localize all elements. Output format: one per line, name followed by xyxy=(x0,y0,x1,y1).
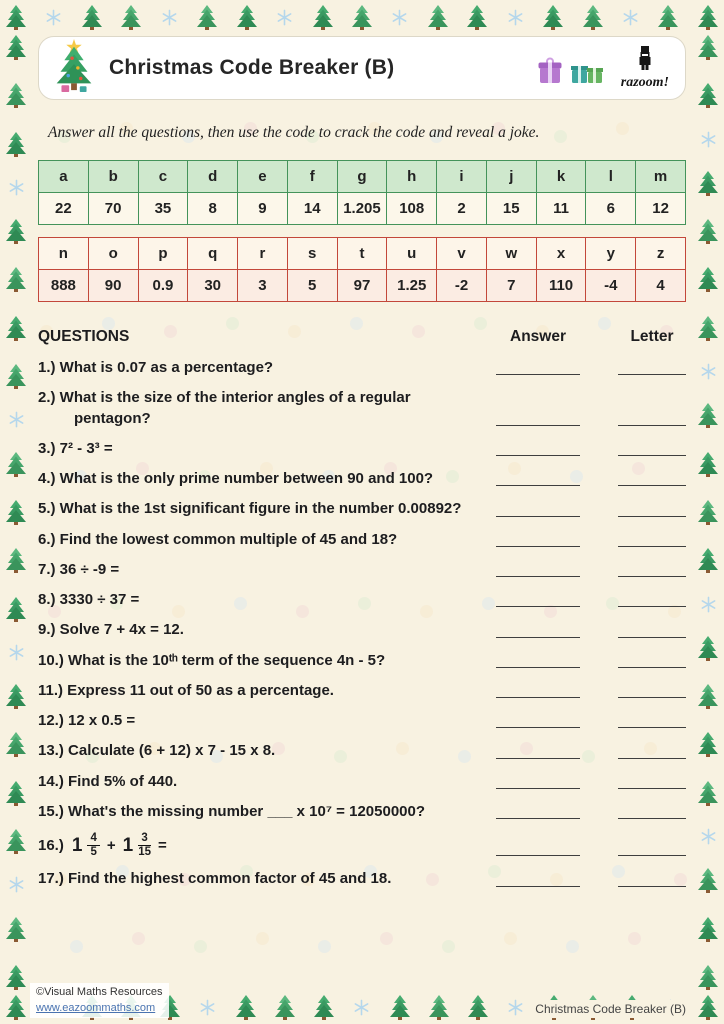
tree-icon xyxy=(698,266,718,292)
answer-blank-6 xyxy=(496,543,580,547)
letter-blank-15 xyxy=(618,815,686,819)
code-letters-row xyxy=(39,238,686,270)
code-letter-i: i xyxy=(437,161,487,193)
question-text: 5.) What is the 1st significant figure in the number 0.00892? xyxy=(38,500,462,518)
code-letter-g: g xyxy=(337,161,387,193)
question-row-5 xyxy=(38,499,686,519)
tree-icon xyxy=(6,596,26,622)
code-letter-s: s xyxy=(287,238,337,270)
letter-blank-7 xyxy=(618,573,686,577)
question-text: 2.) What is the size of the interior angles of a regular pentagon? xyxy=(38,389,411,427)
question-text: 3.) 7² - 3³ = xyxy=(38,439,113,457)
question-row-1 xyxy=(38,358,686,378)
answer-blank-16 xyxy=(496,852,580,856)
tree-icon xyxy=(698,547,718,573)
copyright-text: ©Visual Maths Resources xyxy=(36,986,163,999)
snowflake-icon xyxy=(700,363,717,380)
code-letter-x: x xyxy=(536,238,586,270)
code-values-row xyxy=(39,193,686,225)
tree-icon xyxy=(698,4,718,30)
code-letter-m: m xyxy=(636,161,686,193)
answer-blank-12 xyxy=(496,724,580,728)
snowflake-icon xyxy=(8,644,25,661)
code-value-e: 9 xyxy=(238,193,288,225)
code-value-b: 70 xyxy=(88,193,138,225)
tree-icon xyxy=(698,780,718,806)
code-letter-h: h xyxy=(387,161,437,193)
snowflake-icon xyxy=(700,596,717,613)
code-letter-u: u xyxy=(387,238,437,270)
question-text: 7.) 36 ÷ -9 = xyxy=(38,560,120,578)
question-text: 13.) Calculate (6 + 12) x 7 - 15 x 8. xyxy=(38,742,276,760)
answer-blank-13 xyxy=(496,755,580,759)
tree-icon xyxy=(698,82,718,108)
tree-icon xyxy=(6,916,26,942)
code-letter-a: a xyxy=(39,161,89,193)
code-value-h: 108 xyxy=(387,193,437,225)
code-value-l: 6 xyxy=(586,193,636,225)
code-letter-t: t xyxy=(337,238,387,270)
code-letter-e: e xyxy=(238,161,288,193)
code-letter-l: l xyxy=(586,161,636,193)
snowflake-icon xyxy=(45,9,62,26)
answer-blank-10 xyxy=(496,664,580,668)
tree-icon xyxy=(6,547,26,573)
tree-icon xyxy=(698,731,718,757)
letter-column-label: Letter xyxy=(630,328,674,345)
code-letter-v: v xyxy=(437,238,487,270)
question-text: 11.) Express 11 out of 50 as a percentage. xyxy=(38,681,334,699)
code-value-f: 14 xyxy=(287,193,337,225)
letter-blank-1 xyxy=(618,371,686,375)
tree-icon xyxy=(698,34,718,60)
tree-icon xyxy=(698,916,718,942)
snowflake-icon xyxy=(700,131,717,148)
code-letter-p: p xyxy=(138,238,188,270)
code-letter-k: k xyxy=(536,161,586,193)
question-text: 4.) What is the only prime number between 90 and 100? xyxy=(38,470,434,487)
question-row-11 xyxy=(38,681,686,701)
tree-icon xyxy=(6,363,26,389)
website-link[interactable]: www.eazoommaths.com xyxy=(36,1001,156,1014)
tree-icon xyxy=(313,4,333,30)
snowflake-icon xyxy=(276,9,293,26)
answer-blank-5 xyxy=(496,513,580,517)
tree-icon xyxy=(698,964,718,990)
code-letter-c: c xyxy=(138,161,188,193)
code-letter-w: w xyxy=(486,238,536,270)
tree-icon xyxy=(698,451,718,477)
code-letter-o: o xyxy=(88,238,138,270)
tree-icon xyxy=(6,315,26,341)
code-table-red xyxy=(38,237,686,302)
logo-text: razoom! xyxy=(620,74,669,90)
tree-icon xyxy=(698,499,718,525)
tree-icon xyxy=(6,964,26,990)
question-row-16 xyxy=(38,832,686,859)
snowflake-icon xyxy=(8,411,25,428)
tree-icon xyxy=(698,402,718,428)
question-text: 17.) Find the highest common factor of 45 and 18. xyxy=(38,870,392,888)
question-row-2 xyxy=(38,388,686,429)
answer-blank-9 xyxy=(496,634,580,638)
question-row-7 xyxy=(38,560,686,580)
tree-icon xyxy=(6,34,26,60)
questions-header xyxy=(38,328,686,346)
question-row-9 xyxy=(38,620,686,640)
questions-title: QUESTIONS xyxy=(38,328,130,345)
question-row-14 xyxy=(38,772,686,792)
letter-blank-17 xyxy=(618,883,686,887)
snowflake-icon xyxy=(700,828,717,845)
question-row-10 xyxy=(38,651,686,671)
answer-blank-17 xyxy=(496,883,580,887)
code-value-u: 1.25 xyxy=(387,270,437,302)
tree-icon xyxy=(6,780,26,806)
question-text: 15.) What's the missing number ___ x 10⁷ = 12050000? xyxy=(38,802,426,820)
questions-list xyxy=(38,358,686,890)
code-value-i: 2 xyxy=(437,193,487,225)
question-text: 1.) What is 0.07 as a percentage? xyxy=(38,359,274,376)
tree-icon xyxy=(6,218,26,244)
question-row-12 xyxy=(38,711,686,731)
code-table-green xyxy=(38,160,686,225)
letter-blank-4 xyxy=(618,482,686,486)
gift-pair-icon xyxy=(571,61,605,90)
code-value-g: 1.205 xyxy=(337,193,387,225)
question-text: 12.) 12 x 0.5 = xyxy=(38,712,136,729)
code-letter-b: b xyxy=(88,161,138,193)
code-letter-f: f xyxy=(287,161,337,193)
snowflake-icon xyxy=(8,876,25,893)
question-row-8 xyxy=(38,590,686,610)
letter-blank-8 xyxy=(618,603,686,607)
tree-icon xyxy=(6,731,26,757)
code-value-a: 22 xyxy=(39,193,89,225)
answer-blank-8 xyxy=(496,603,580,607)
snowflake-icon xyxy=(161,9,178,26)
letter-blank-9 xyxy=(618,634,686,638)
tree-icon xyxy=(6,828,26,854)
footer xyxy=(30,983,694,1018)
letter-blank-6 xyxy=(618,543,686,547)
footer-credits xyxy=(30,983,169,1018)
letter-blank-2 xyxy=(618,422,686,426)
tree-icon xyxy=(197,4,217,30)
code-value-w: 7 xyxy=(486,270,536,302)
letter-blank-3 xyxy=(618,452,686,456)
tree-icon xyxy=(698,994,718,1020)
snowflake-icon xyxy=(391,9,408,26)
question-row-4 xyxy=(38,469,686,489)
header xyxy=(38,36,686,100)
border-left xyxy=(3,34,29,990)
code-value-v: -2 xyxy=(437,270,487,302)
code-letter-z: z xyxy=(636,238,686,270)
tree-icon xyxy=(121,4,141,30)
code-letter-d: d xyxy=(188,161,238,193)
code-value-n: 888 xyxy=(39,270,89,302)
tree-icon xyxy=(6,4,26,30)
letter-blank-13 xyxy=(618,755,686,759)
tree-icon xyxy=(658,4,678,30)
code-value-c: 35 xyxy=(138,193,188,225)
answer-blank-1 xyxy=(496,371,580,375)
code-letter-j: j xyxy=(486,161,536,193)
question-row-13 xyxy=(38,741,686,761)
nutcracker-icon xyxy=(637,46,653,75)
tree-icon xyxy=(6,499,26,525)
code-value-p: 0.9 xyxy=(138,270,188,302)
letter-blank-14 xyxy=(618,785,686,789)
code-letter-n: n xyxy=(39,238,89,270)
code-value-y: -4 xyxy=(586,270,636,302)
question-row-15 xyxy=(38,802,686,822)
tree-icon xyxy=(6,683,26,709)
footer-doc-title: Christmas Code Breaker (B) xyxy=(527,1000,694,1018)
tree-icon xyxy=(698,315,718,341)
tree-icon xyxy=(237,4,257,30)
question-text: 6.) Find the lowest common multiple of 45 and 18? xyxy=(38,530,398,548)
letter-blank-12 xyxy=(618,724,686,728)
instruction-text: Answer all the questions, then use the code to crack the code and reveal a joke. xyxy=(48,124,540,141)
answer-blank-2 xyxy=(496,422,580,426)
tree-icon xyxy=(82,4,102,30)
snowflake-icon xyxy=(622,9,639,26)
content xyxy=(34,34,690,994)
answer-blank-7 xyxy=(496,573,580,577)
code-value-s: 5 xyxy=(287,270,337,302)
border-right xyxy=(695,34,721,990)
answer-blank-11 xyxy=(496,694,580,698)
code-value-k: 11 xyxy=(536,193,586,225)
snowflake-icon xyxy=(8,179,25,196)
letter-blank-16 xyxy=(618,852,686,856)
tree-icon xyxy=(698,170,718,196)
question-text: 16.) 1 $\frac{4}{5}$ + 1 $\frac{3}{15}$ = xyxy=(38,832,167,859)
tree-icon xyxy=(6,131,26,157)
code-value-q: 30 xyxy=(188,270,238,302)
tree-icon xyxy=(543,4,563,30)
answer-blank-14 xyxy=(496,785,580,789)
question-text: 10.) What is the 10ᵗʰ term of the sequence 4n - 5? xyxy=(38,651,386,669)
tree-icon xyxy=(698,683,718,709)
code-letter-y: y xyxy=(586,238,636,270)
code-values-row xyxy=(39,270,686,302)
answer-blank-15 xyxy=(496,815,580,819)
code-value-x: 110 xyxy=(536,270,586,302)
tree-icon xyxy=(698,867,718,893)
tree-icon xyxy=(428,4,448,30)
question-text: 8.) 3330 ÷ 37 = xyxy=(38,591,140,608)
code-value-m: 12 xyxy=(636,193,686,225)
code-letters-row xyxy=(39,161,686,193)
code-value-t: 97 xyxy=(337,270,387,302)
code-table-a-m xyxy=(38,160,686,225)
letter-blank-11 xyxy=(618,694,686,698)
tree-icon xyxy=(583,4,603,30)
code-value-d: 8 xyxy=(188,193,238,225)
tree-icon xyxy=(467,4,487,30)
header-logos xyxy=(537,46,669,90)
tree-icon xyxy=(6,266,26,292)
code-letter-r: r xyxy=(238,238,288,270)
answer-blank-3 xyxy=(496,452,580,456)
question-text: 9.) Solve 7 + 4x = 12. xyxy=(38,621,184,639)
razoom-logo xyxy=(621,46,669,90)
answer-blank-4 xyxy=(496,482,580,486)
question-row-3 xyxy=(38,439,686,459)
code-table-n-z xyxy=(38,237,686,302)
code-value-z: 4 xyxy=(636,270,686,302)
answer-column-label: Answer xyxy=(510,328,566,345)
question-row-6 xyxy=(38,530,686,550)
tree-icon xyxy=(698,218,718,244)
question-text: 14.) Find 5% of 440. xyxy=(38,772,178,790)
page-title: Christmas Code Breaker (B) xyxy=(109,56,395,79)
tree-icon xyxy=(352,4,372,30)
border-top xyxy=(6,2,718,32)
code-letter-q: q xyxy=(188,238,238,270)
christmas-tree-icon xyxy=(51,39,97,98)
code-value-r: 3 xyxy=(238,270,288,302)
letter-blank-10 xyxy=(618,664,686,668)
gift-purple-icon xyxy=(537,57,563,90)
code-value-o: 90 xyxy=(88,270,138,302)
tree-icon xyxy=(698,635,718,661)
tree-icon xyxy=(6,451,26,477)
tree-icon xyxy=(6,994,26,1020)
letter-blank-5 xyxy=(618,513,686,517)
snowflake-icon xyxy=(507,9,524,26)
question-row-17 xyxy=(38,869,686,889)
tree-icon xyxy=(6,82,26,108)
code-value-j: 15 xyxy=(486,193,536,225)
